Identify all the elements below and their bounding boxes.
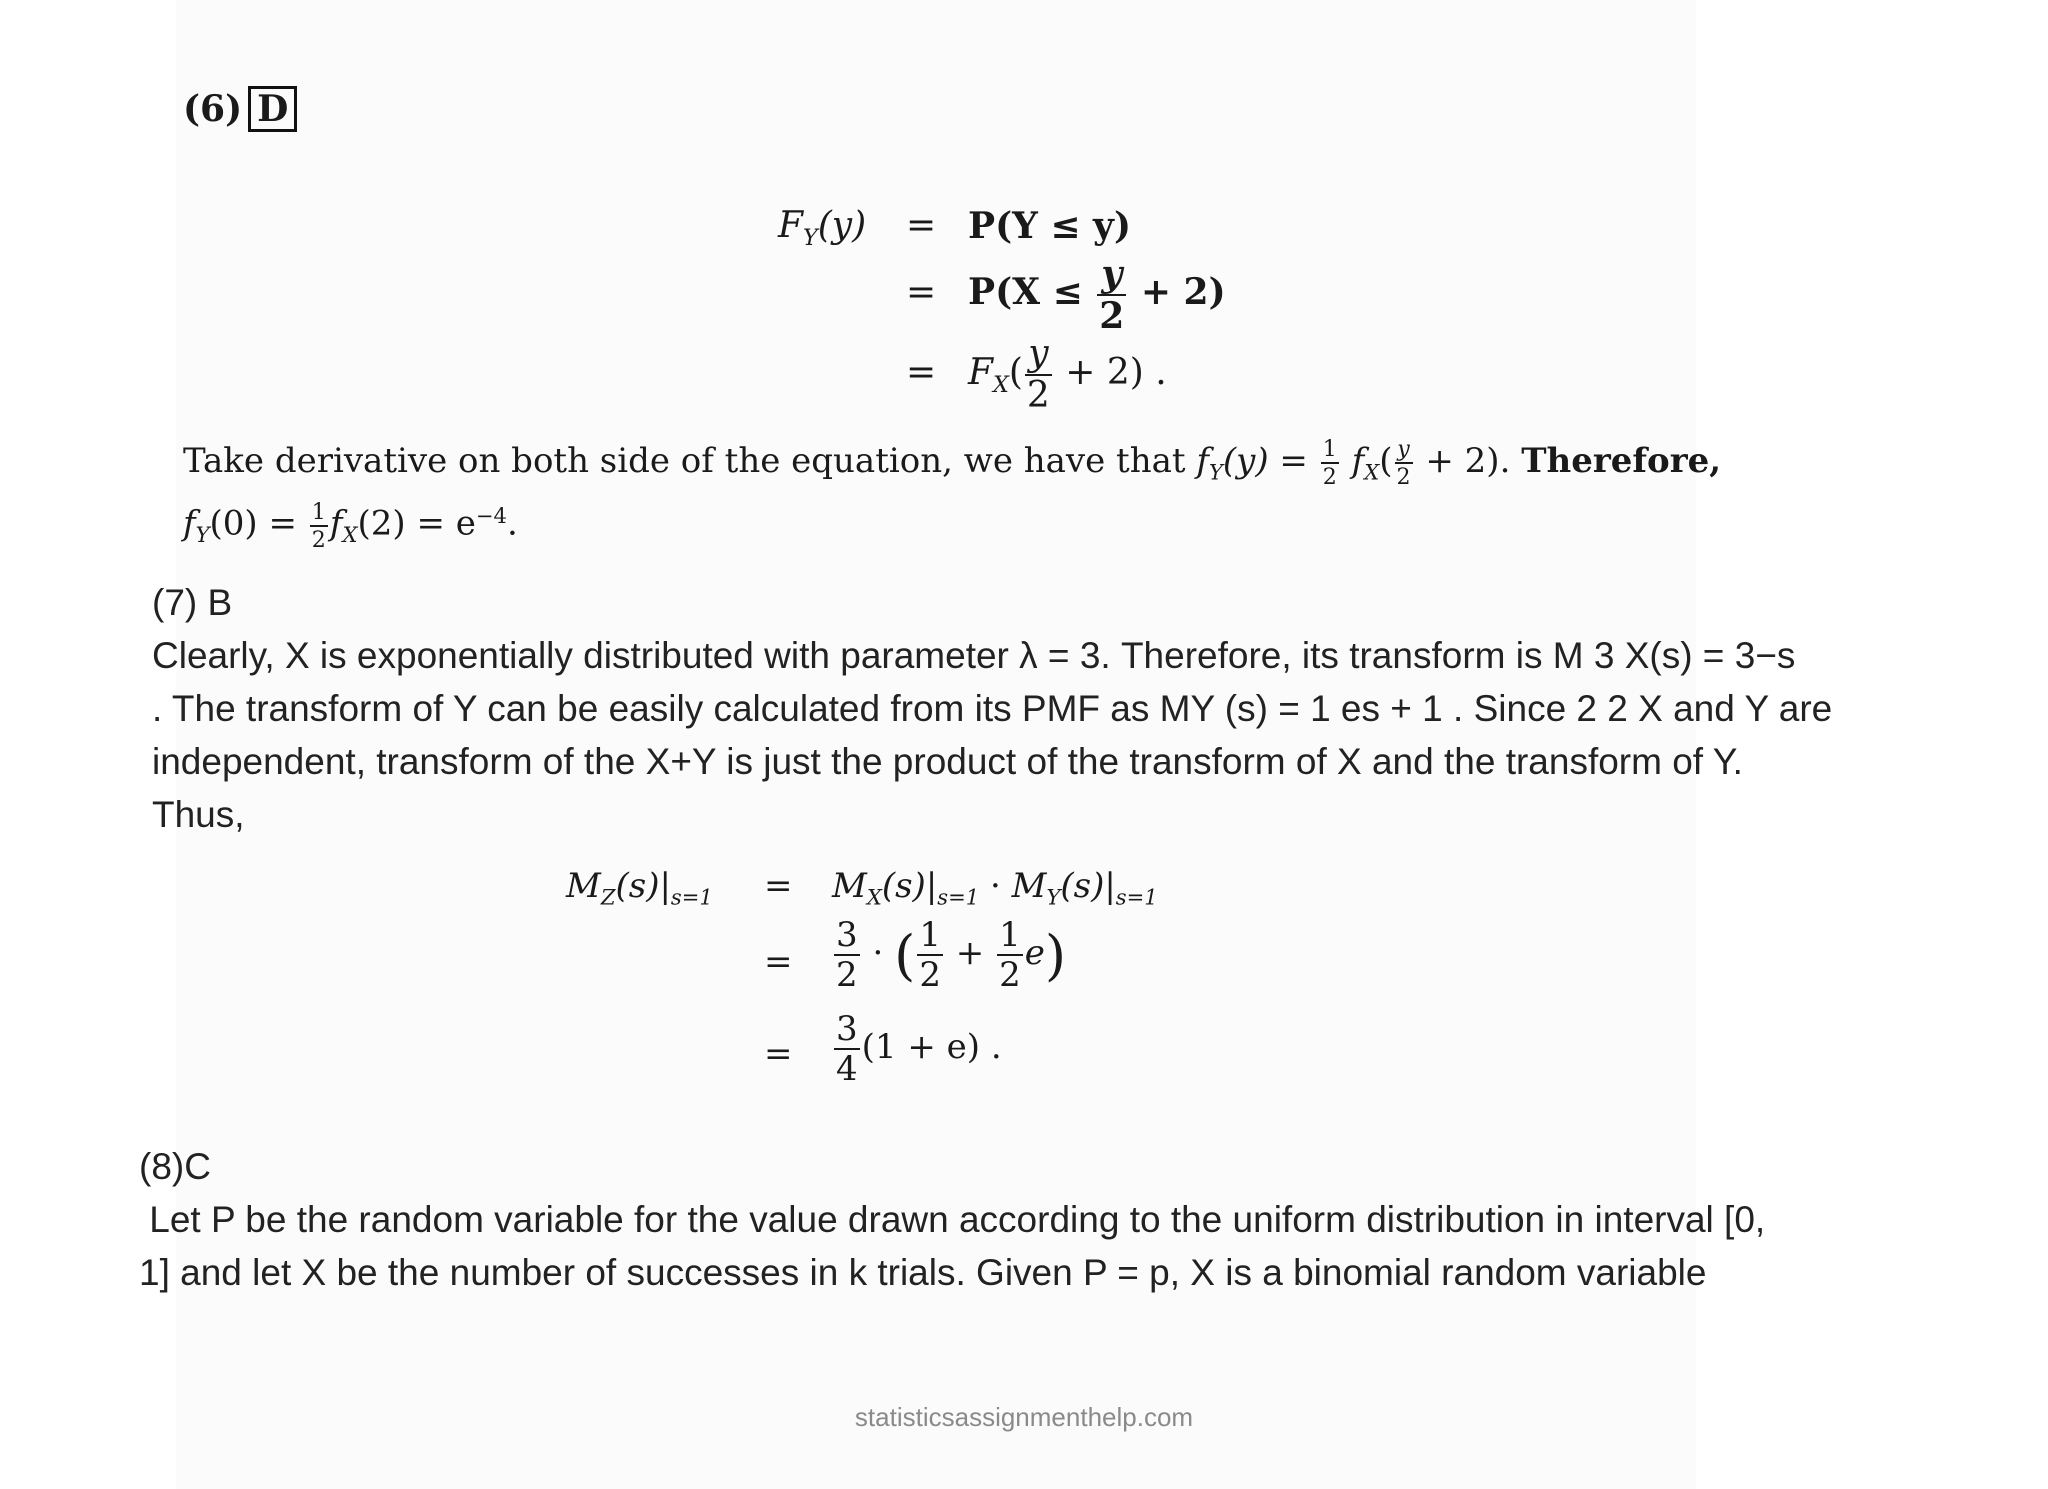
explanation-line-2: $f_Y(0)$ = $\frac{1}{2}$ $f_X(2) = e^{-4}$.: [183, 498, 518, 554]
question-number: (6): [183, 88, 243, 130]
question-6-label: [183, 86, 297, 132]
mz-row-2: $\frac{3}{2}$ · ( $\frac{1}{2}$ + $\frac{1}{2}$ e): [836, 915, 1067, 995]
footer-website: statisticsassignmenthelp.com: [854, 1402, 1194, 1432]
mz-lhs: $M_Z(s)|_{s=1}$: [566, 866, 713, 910]
mz-row-3: $\frac{3}{4}$ (1 + e) .: [836, 1009, 1002, 1089]
mz-equals-1: =: [764, 866, 793, 906]
mz-equals-2: =: [764, 942, 793, 982]
question-7-label: (7) B: [152, 582, 233, 623]
eq-equals-1: =: [906, 205, 937, 246]
eq-row-2: P(X ≤ $\frac{y}{2}$ + 2): [968, 253, 1226, 337]
question-7-line-1: Clearly, X is exponentially distributed with parameter λ = 3. Therefore, its transform is M 3 X(s) = 3−s: [152, 635, 1796, 676]
question-8-line-1: Let P be the random variable for the value drawn according to the uniform distribution in interval [0,: [139, 1199, 1766, 1240]
question-6-explanation: [183, 436, 1722, 557]
question-7-line-3: independent, transform of the X+Y is just the product of the transform of X and the transform of Y.: [152, 741, 1743, 782]
mz-equals-3: =: [764, 1034, 793, 1074]
eq-lhs: $F_Y(y)$: [778, 205, 867, 251]
question-8-line-2: 1] and let X be the number of successes in k trials. Given P = p, X is a binomial random variable: [139, 1252, 1707, 1293]
eq-equals-2: =: [906, 272, 937, 313]
question-7-line-4: Thus,: [152, 794, 245, 835]
eq-row-3: $F_X$( $\frac{y}{2}$ + 2) .: [968, 333, 1167, 416]
mz-row-1: $M_X(s)|_{s=1} \cdot M_Y(s)|_{s=1}$: [832, 866, 1158, 910]
question-8-label: (8)C: [139, 1146, 211, 1187]
eq-equals-3: =: [906, 352, 937, 393]
answer-box: D: [248, 86, 297, 132]
question-7-line-2: . The transform of Y can be easily calculated from its PMF as MY (s) = 1 es + 1 . Since 2 2 X and Y are: [152, 688, 1833, 729]
eq-row-1: P(Y ≤ y): [968, 205, 1131, 247]
explanation-line-1: Take derivative on both side of the equation, we have that $f_Y(y)$ = $\frac{1}{2}$ $f_X$( $\frac{y}{2}$ + 2). Therefore,: [183, 436, 1722, 491]
